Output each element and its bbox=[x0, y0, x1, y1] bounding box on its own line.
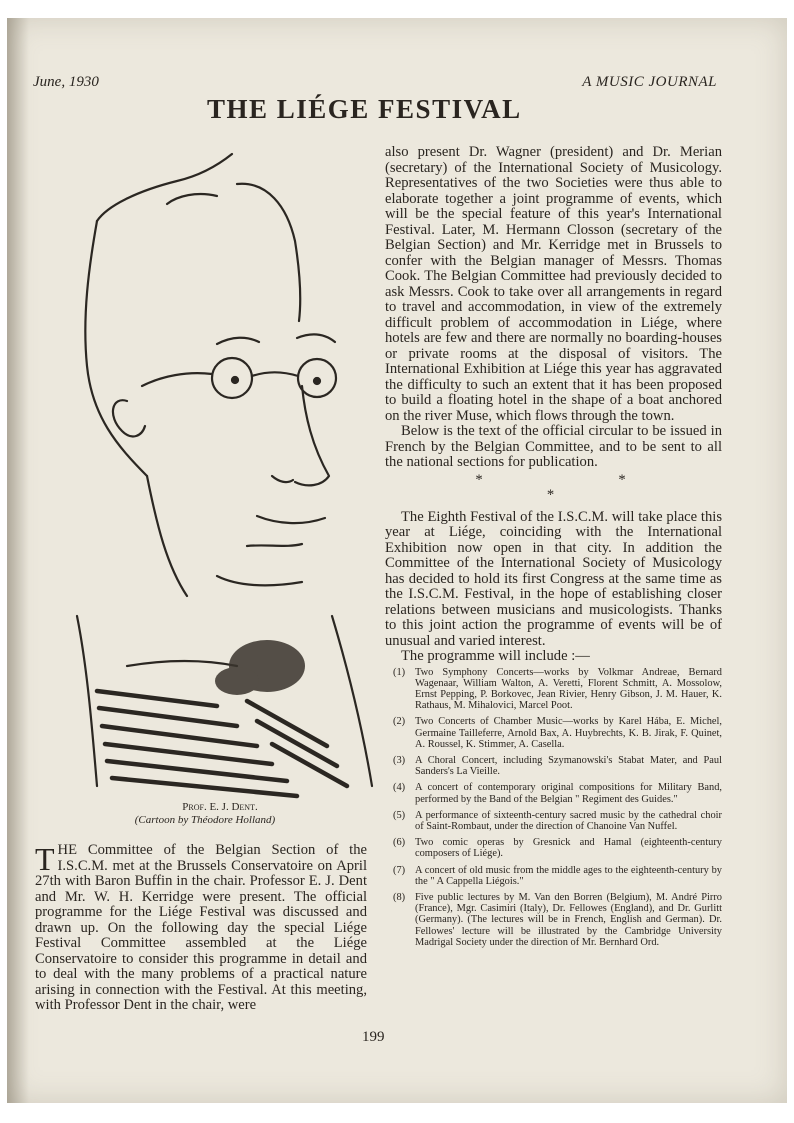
item-text: Two Symphony Concerts—works by Volkmar Andreae, Bernard Wagenaar, William Walton, A. Veretti, Florent Schmitt, A. Mossolow, Ernst Pepping, P. Borkovec, Jean Rivier, Henry Gibson, J. M. Hauer, K. Rathaus, M. Mihalovici, Marcel Poot. bbox=[415, 666, 722, 712]
page-number: 199 bbox=[362, 1029, 385, 1045]
item-number: (5) bbox=[393, 809, 406, 821]
item-text: A performance of sixteenth-century sacred music by the cathedral choir of Saint-Rombaut, under the direction of Chanoine Van Nuffel. bbox=[415, 809, 722, 832]
paragraph: Below is the text of the official circular to be issued in French by the Belgian Committee, and to be sent to all the national sections for publication. bbox=[385, 423, 722, 470]
right-column bbox=[385, 145, 722, 953]
item-text: A concert of old music from the middle ages to the eighteenth-century by the " A Cappella Liégois." bbox=[415, 864, 722, 887]
issue-date: June, 1930 bbox=[33, 74, 99, 90]
list-item bbox=[385, 892, 722, 948]
item-number: (2) bbox=[393, 716, 406, 728]
list-item bbox=[385, 810, 722, 832]
left-column bbox=[35, 843, 367, 1014]
article-intro bbox=[35, 843, 367, 1014]
list-item bbox=[385, 667, 722, 712]
magazine-page bbox=[7, 18, 787, 1103]
section-divider: * * * bbox=[475, 471, 692, 503]
drop-cap: T bbox=[35, 841, 55, 877]
paragraph: The Eighth Festival of the I.S.C.M. will take place this year at Liége, coinciding with the International Exhibition now open in that city. In addition the Committee of the International Society of Musicology has decided to hold its first Congress at the same time as the I.S.C.M. Festival, in the hope of establishing closer relations between musicians and musicologists. Thanks to this joint action the programme of events will be of unusual and varied interest. bbox=[385, 508, 722, 649]
item-number: (6) bbox=[393, 837, 406, 849]
caption-name: Prof. E. J. Dent. bbox=[182, 801, 258, 813]
item-text: Five public lectures by M. Van den Borren (Belgium), M. André Pirro (France), Mgr. Casimiri (Italy), Dr. Fellowes (England), and Dr. Gurlitt (Germany). (The lectures will be in French, English and German). Dr. Fellowes' lecture will be illustrated by the Cambridge University Madrigal Society under the direction of Mr. Bernhard Ord. bbox=[415, 891, 722, 948]
item-text: Two comic operas by Gresnick and Hamal (eighteenth-century composers of Liége). bbox=[415, 837, 722, 860]
item-number: (8) bbox=[393, 891, 406, 903]
item-number: (3) bbox=[393, 754, 406, 766]
programme-list bbox=[385, 667, 722, 948]
list-item bbox=[385, 837, 722, 859]
list-item bbox=[385, 716, 722, 750]
caricature-illustration bbox=[67, 146, 377, 806]
item-text: Two Concerts of Chamber Music—works by Karel Hába, E. Michel, Germaine Tailleferre, Arnold Bax, A. Huybrechts, K. B. Jirak, F. Quinet, A. Roussel, K. Stimmer, A. Casella. bbox=[415, 716, 722, 750]
article-title: THE LIÉGE FESTIVAL bbox=[207, 94, 522, 124]
list-item bbox=[385, 782, 722, 804]
paragraph: also present Dr. Wagner (president) and Dr. Merian (secretary) of the International Society of Musicology. Representatives of the two Societies were thus able to elaborate together a joint programme of events, which will be the special feature of this year's International Festival. Later, M. Hermann Closson (secretary of the Belgian Section) and Mr. Kerridge met in Brussels to confer with the Belgian manager of Messrs. Thomas Cook. The Belgian Committee had previously decided to ask Messrs. Cook to take over all arrangements in regard to travel and accommodation, in view of the extremely difficult problem of accommodation in Liége, where hotels are few and there are normally no boarding-houses or private rooms at the disposal of visitors. The International Exhibition at Liége this year has aggravated the difficulty to such an extent that it has been proposed to build a floating hotel in the shape of a boat anchored on the river Muse, which flows through the town. bbox=[385, 144, 722, 424]
item-number: (7) bbox=[393, 864, 406, 876]
intro-text: HE Committee of the Belgian Section of the I.S.C.M. met at the Brussels Conservatoire on April 27th with Baron Buffin in the chair. Professor E. J. Dent and Mr. W. H. Kerridge were present. The official programme for the Liége Festival was discussed and drawn up. On the following day the special Liége Festival Committee assembled at the Liége Conservatoire to consider this programme in detail and to deal with the many problems of a practical nature arising in connection with the Festival. At this meeting, with Professor Dent in the chair, were bbox=[35, 842, 367, 1013]
paragraph: The programme will include :— bbox=[401, 648, 590, 664]
illustration-caption bbox=[85, 801, 325, 827]
journal-name: A MUSIC JOURNAL bbox=[582, 74, 717, 90]
item-text: A concert of contemporary original compositions for Military Band, performed by the Band of the Belgian " Regiment des Guides." bbox=[415, 782, 722, 805]
item-number: (1) bbox=[393, 666, 406, 678]
list-item bbox=[385, 865, 722, 887]
item-text: A Choral Concert, including Szymanowski's Stabat Mater, and Paul Sanders's La Vieille. bbox=[415, 754, 722, 778]
caption-credit: (Cartoon by Théodore Holland) bbox=[134, 814, 276, 826]
item-number: (4) bbox=[393, 782, 406, 794]
list-item bbox=[385, 755, 722, 777]
